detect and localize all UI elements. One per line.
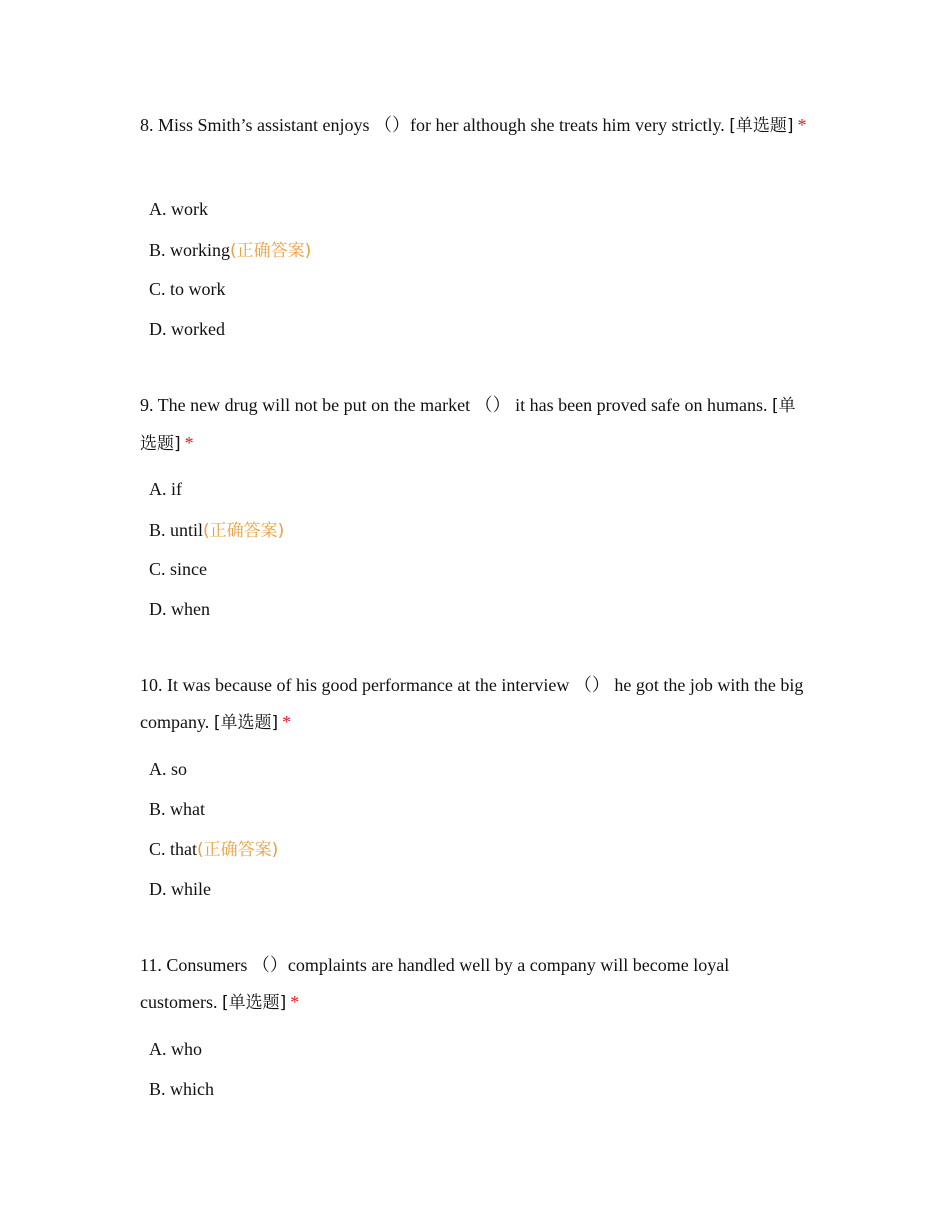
question-stem: 9. The new drug will not be put on the market （） it has been proved safe on humans.: [140, 395, 773, 415]
option-c[interactable]: [149, 557, 207, 581]
question-9: [140, 387, 810, 619]
question-stem: 11. Consumers （）complaints are handled well by a company will become loyal customers.: [140, 955, 730, 1012]
option-label: A. if: [149, 479, 182, 499]
question-stem: 10. It was because of his good performance at the interview （） he got the job with the big company.: [140, 675, 804, 732]
option-label: B. what: [149, 799, 205, 819]
question-stem: 8. Miss Smith’s assistant enjoys （）for her although she treats him very strictly.: [140, 115, 730, 135]
option-d[interactable]: [149, 597, 210, 621]
option-label: B. which: [149, 1079, 214, 1099]
option-c[interactable]: [149, 837, 278, 862]
option-b[interactable]: [149, 797, 205, 821]
question-type-tag: [单选题]: [213, 713, 279, 733]
option-label: B. until: [149, 520, 204, 540]
required-marker: *: [282, 712, 292, 732]
option-label: C. to work: [149, 279, 226, 299]
option-label: D. while: [149, 879, 211, 899]
option-label: C. that: [149, 839, 197, 859]
required-marker: *: [797, 115, 807, 135]
question-type-tag: [单选题]: [221, 993, 287, 1013]
option-label: D. worked: [149, 319, 225, 339]
option-c[interactable]: [149, 277, 226, 301]
option-a[interactable]: [149, 477, 182, 501]
option-label: A. so: [149, 759, 188, 779]
question-11: [140, 947, 810, 1099]
question-type-tag: [单选题]: [729, 116, 794, 136]
correct-answer-tag: (正确答案): [197, 840, 279, 860]
option-label: A. who: [149, 1039, 202, 1059]
option-label: A. work: [149, 199, 208, 219]
question-10: [140, 667, 810, 899]
question-type-tag: [单选题]: [140, 396, 796, 454]
required-marker: *: [184, 433, 194, 453]
option-b[interactable]: [149, 1077, 214, 1101]
question-text: [140, 387, 810, 463]
option-a[interactable]: [149, 197, 208, 221]
correct-answer-tag: (正确答案): [203, 521, 285, 541]
option-d[interactable]: [149, 877, 211, 901]
option-label: C. since: [149, 559, 207, 579]
option-a[interactable]: [149, 1037, 202, 1061]
question-8: [140, 107, 810, 339]
option-label: D. when: [149, 599, 210, 619]
question-text: [140, 667, 810, 742]
option-label: B. working: [149, 240, 230, 260]
correct-answer-tag: (正确答案): [230, 241, 312, 261]
option-b[interactable]: [149, 238, 311, 263]
required-marker: *: [290, 992, 300, 1012]
option-a[interactable]: [149, 757, 187, 781]
option-b[interactable]: [149, 518, 284, 543]
option-d[interactable]: [149, 317, 225, 341]
question-text: [140, 107, 810, 145]
question-text: [140, 947, 810, 1022]
